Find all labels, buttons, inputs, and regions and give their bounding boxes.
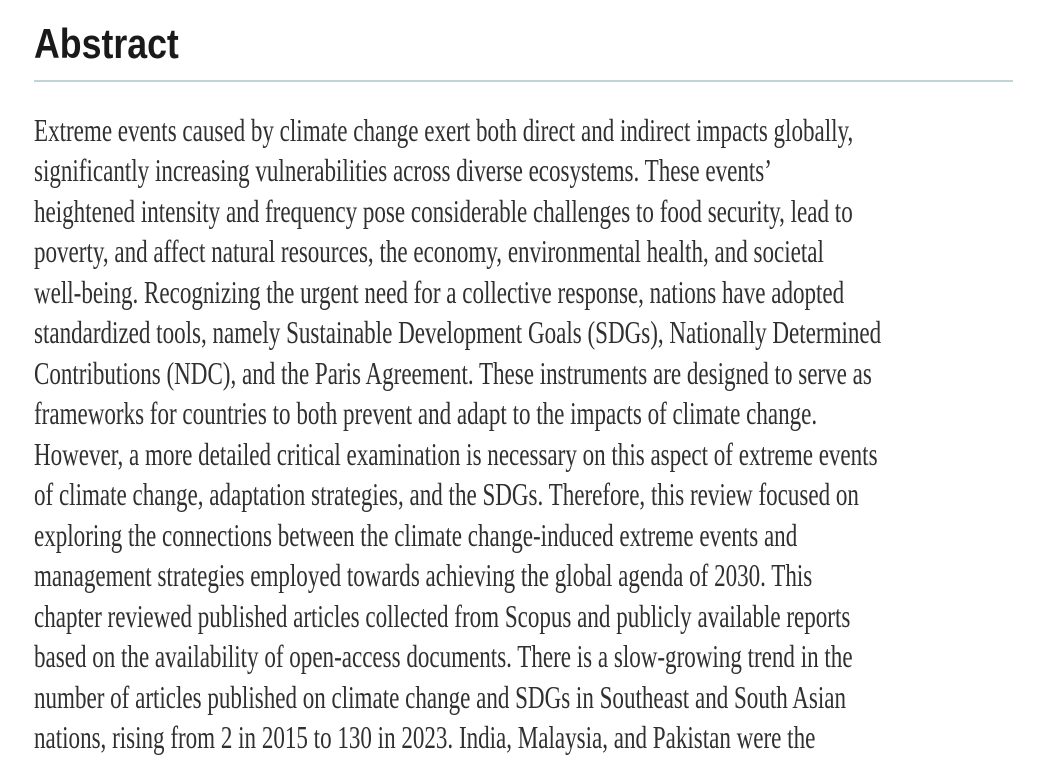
section-title: Abstract [34,20,179,67]
paragraph-line: number of articles published on climate change and SDGs in Southeast and South Asian [34,678,847,715]
page [0,20,1037,762]
paragraph-line: based on the availability of open-access documents. There is a slow-growing trend in the [34,638,853,674]
section-divider [34,80,1013,82]
abstract-section [0,20,1037,758]
paragraph-line: exploring the connections between the climate change-induced extreme events and [34,516,798,553]
paragraph-line: nations, rising from 2 in 2015 to 130 in 2023. India, Malaysia, and Pakistan were the [34,719,816,755]
paragraph-line: of climate change, adaptation strategies, and the SDGs. Therefore, this review focused on [34,476,859,512]
paragraph-line: heightened intensity and frequency pose considerable challenges to food security, lead to [34,192,853,229]
paragraph-line: standardized tools, namely Sustainable Development Goals (SDGs), Nationally Determined [34,314,882,350]
abstract-paragraph [34,110,1013,758]
paragraph-line: frameworks for countries to both prevent and adapt to the impacts of climate change. [34,395,818,431]
paragraph-line: Contributions (NDC), and the Paris Agreement. These instruments are designed to serve as [34,354,872,391]
paragraph-line: management strategies employed towards achieving the global agenda of 2030. This [34,557,813,593]
paragraph-line: chapter reviewed published articles collected from Scopus and publicly available reports [34,597,851,634]
paragraph-line: well-being. Recognizing the urgent need for a collective response, nations have adopted [34,273,845,310]
paragraph-line: poverty, and affect natural resources, the economy, environmental health, and societal [34,233,824,269]
paragraph-line: However, a more detailed critical examination is necessary on this aspect of extreme events [34,435,878,472]
paragraph-line: Extreme events caused by climate change exert both direct and indirect impacts globally, [34,111,854,148]
paragraph-line: significantly increasing vulnerabilities across diverse ecosystems. These events’ [34,152,772,188]
